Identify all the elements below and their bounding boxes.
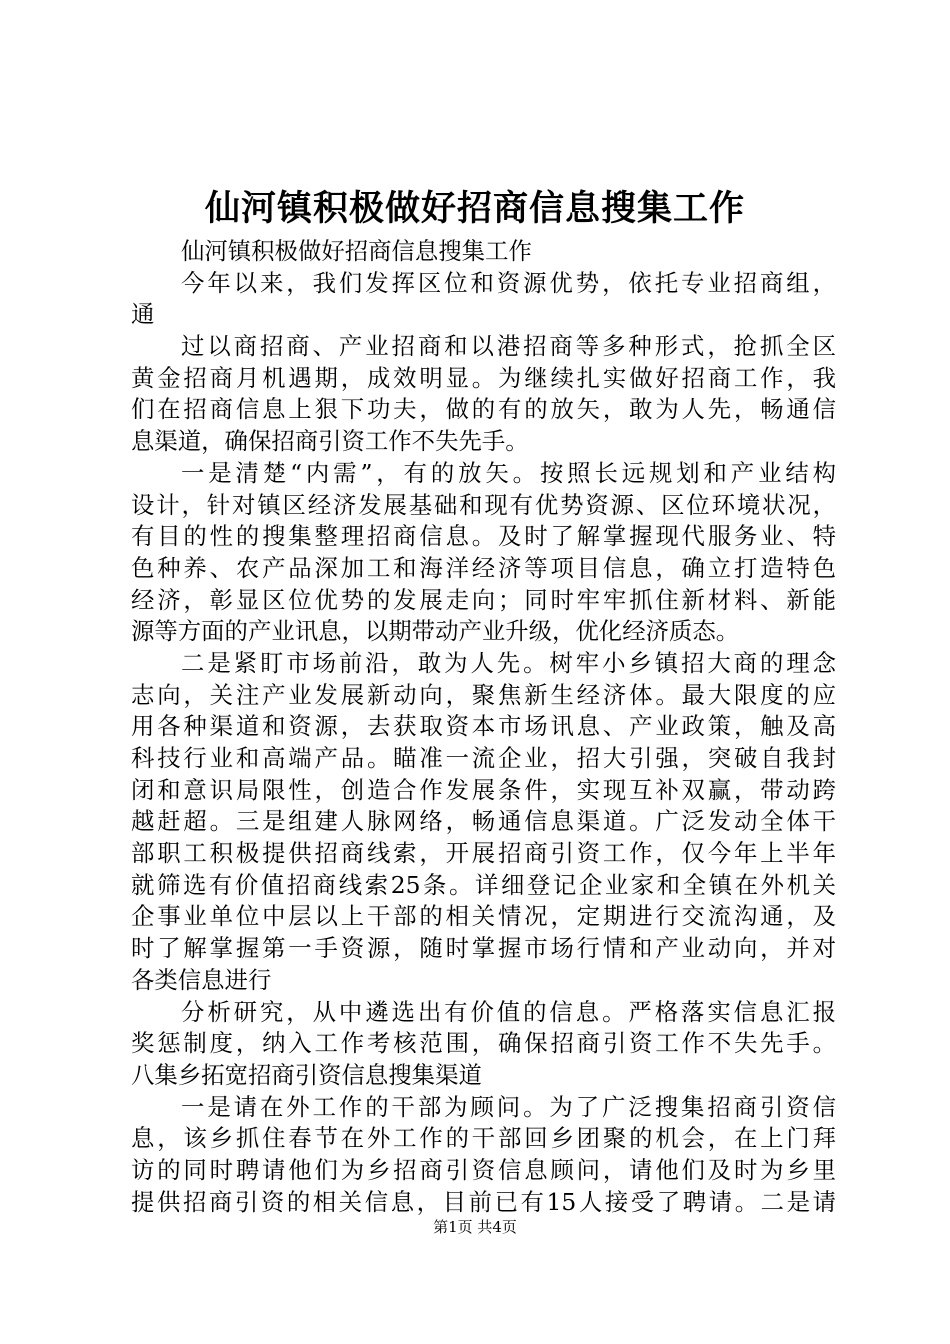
- body-line: 一是清楚“内需”，有的放矢。按照长远规划和产业结构: [181, 458, 836, 487]
- body-line: 二是紧盯市场前沿，敢为人先。树牢小乡镇招大商的理念: [181, 648, 836, 677]
- body-line: 设计，针对镇区经济发展基础和现有优势资源、区位环境状况，: [131, 490, 836, 519]
- body-line: 企事业单位中层以上干部的相关情况，定期进行交流沟通，及: [131, 902, 836, 931]
- page-footer: 第1页 共4页: [433, 1218, 517, 1236]
- body-line: 各类信息进行: [131, 965, 272, 994]
- body-line: 仙河镇积极做好招商信息搜集工作: [181, 237, 532, 265]
- body-line: 用各种渠道和资源，去获取资本市场讯息、产业政策，触及高: [131, 712, 836, 741]
- body-line: 通: [131, 300, 155, 329]
- body-line: 息，该乡抓住春节在外工作的干部回乡团聚的机会，在上门拜: [131, 1124, 836, 1153]
- body-line: 们在招商信息上狠下功夫，做的有的放矢，敢为人先，畅通信: [131, 395, 836, 424]
- body-line: 志向，关注产业发展新动向，聚焦新生经济体。最大限度的应: [131, 680, 836, 709]
- body-line: 色种养、农产品深加工和海洋经济等项目信息，确立打造特色: [131, 553, 836, 582]
- body-line: 有目的性的搜集整理招商信息。及时了解掌握现代服务业、特: [131, 522, 836, 551]
- body-line: 源等方面的产业讯息，以期带动产业升级，优化经济质态。: [131, 617, 740, 646]
- body-line: 奖惩制度，纳入工作考核范围，确保招商引资工作不失先手。: [131, 1029, 836, 1058]
- body-line: 访的同时聘请他们为乡招商引资信息顾问，请他们及时为乡里: [131, 1155, 836, 1184]
- body-line: 过以商招商、产业招商和以港招商等多种形式，抢抓全区: [181, 332, 836, 361]
- body-line: 提供招商引资的相关信息，目前已有15人接受了聘请。二是请: [131, 1187, 836, 1216]
- body-line: 闭和意识局限性，创造合作发展条件，实现互补双赢，带动跨: [131, 775, 836, 804]
- document-title: 仙河镇积极做好招商信息搜集工作: [204, 188, 745, 229]
- body-line: 部职工积极提供招商线索，开展招商引资工作，仅今年上半年: [131, 839, 836, 868]
- body-line: 八集乡拓宽招商引资信息搜集渠道: [131, 1060, 482, 1089]
- body-line: 就筛选有价值招商线索25条。详细登记企业家和全镇在外机关: [131, 870, 836, 899]
- body-line: 经济，彰显区位优势的发展走向；同时牢牢抓住新材料、新能: [131, 585, 836, 614]
- body-line: 黄金招商月机遇期，成效明显。为继续扎实做好招商工作，我: [131, 363, 836, 392]
- document-body: [131, 236, 836, 1218]
- body-line: 越赶超。三是组建人脉网络，畅通信息渠道。广泛发动全体干: [131, 807, 836, 836]
- body-line: 一是请在外工作的干部为顾问。为了广泛搜集招商引资信: [181, 1092, 836, 1121]
- body-line: 息渠道，确保招商引资工作不失先手。: [131, 427, 529, 456]
- body-line: 科技行业和高端产品。瞄准一流企业，招大引强，突破自我封: [131, 744, 836, 772]
- body-line: 分析研究，从中遴选出有价值的信息。严格落实信息汇报: [181, 997, 836, 1026]
- body-line: 时了解掌握第一手资源，随时掌握市场行情和产业动向，并对: [131, 934, 836, 963]
- body-line: 今年以来，我们发挥区位和资源优势，依托专业招商组，: [181, 268, 836, 297]
